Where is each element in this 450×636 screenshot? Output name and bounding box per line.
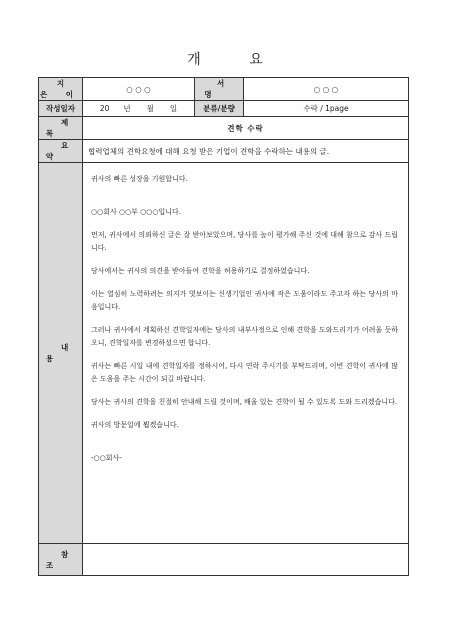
date-day-unit: 일	[169, 104, 178, 113]
content-paragraph: 이는 열심히 노력하려는 의지가 엿보이는 신생기업인 귀사에 작은 도움이라도 주고자 하는 당사의 마음입니다.	[91, 290, 398, 311]
content-label: 내 용	[39, 163, 83, 544]
date-label: 작성일자	[39, 101, 83, 117]
subject-value: 견학 수락	[83, 117, 409, 140]
content-paragraph: ○○회사 ○○부 ○○○입니다.	[91, 208, 182, 216]
author-value: ○ ○ ○	[83, 78, 195, 101]
date-year-unit: 년	[123, 104, 131, 113]
reference-value	[83, 544, 409, 576]
content-signature: -○○회사-	[91, 454, 122, 462]
outline-form-table	[38, 77, 409, 576]
content-paragraph: 그러나 귀사에서 계획하신 견학일자에는 당사의 내부사정으로 인해 견학을 도와드리기가 어려울 듯하오니, 견학일자를 변경하셨으면 합니다.	[91, 326, 398, 347]
subject-label: 제 목	[39, 117, 83, 140]
date-value	[83, 101, 195, 117]
author-label: 지 은 이	[39, 79, 82, 99]
date-year: 20	[99, 104, 110, 113]
summary-label: 요 약	[39, 140, 83, 163]
reference-label: 참 조	[39, 544, 83, 576]
content-paragraph: 귀사의 빠른 성장을 기원합니다.	[91, 175, 188, 183]
signature-value: ○ ○ ○	[244, 78, 409, 101]
category-value: 수락 / 1page	[244, 101, 409, 117]
date-month-unit: 월	[146, 104, 154, 113]
category-label: 분류/분량	[195, 101, 244, 117]
content-body	[83, 163, 409, 544]
content-paragraph: 귀사는 빠른 시일 내에 견학일자를 정하시어, 다시 연락 주시기를 부탁드리며, 이번 견학이 귀사에 많은 도움을 주는 시간이 되길 바랍니다.	[91, 362, 398, 383]
content-paragraph: 당사는 귀사의 견학을 친절히 안내해 드릴 것이며, 배울 있는 견학이 될 수 있도록 도와 드리겠습니다.	[91, 398, 398, 406]
document-title: 개 요	[187, 52, 285, 68]
signature-label: 서 명	[195, 78, 244, 101]
content-paragraph: 귀사의 방문일에 뵙겠습니다.	[91, 421, 179, 429]
summary-value: 협력업체의 견학요청에 대해 요청 받은 기업이 견학을 수락하는 내용의 글.	[83, 140, 409, 163]
content-paragraph: 먼저, 귀사에서 의뢰하신 글은 잘 받아보았으며, 당사를 높이 평가해 주신 것에 대해 참으로 감사 드립니다.	[91, 231, 398, 252]
content-paragraph: 당사에서는 귀사의 의견을 받아들여 견학을 허용하기로 결정하였습니다.	[91, 267, 310, 275]
